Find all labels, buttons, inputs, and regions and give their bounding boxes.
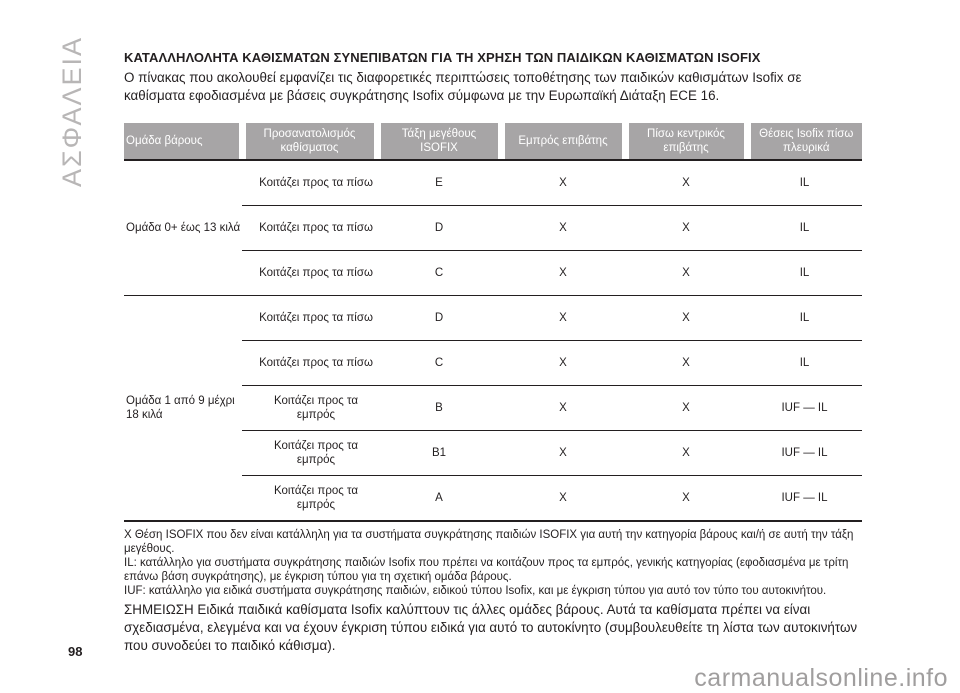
- orientation-cell: Κοιτάζει προς τα πίσω: [242, 296, 377, 341]
- size-class-cell: B: [377, 386, 501, 431]
- col-header-seat-orientation: Προσανατολισμός καθίσματος: [242, 123, 377, 159]
- orientation-cell: Κοιτάζει προς τα εμπρός: [242, 386, 377, 431]
- orientation-cell: Κοιτάζει προς τα εμπρός: [242, 431, 377, 476]
- orientation-cell: Κοιτάζει προς τα πίσω: [242, 251, 377, 296]
- rear-center-cell: X: [625, 341, 747, 386]
- orientation-cell: Κοιτάζει προς τα πίσω: [242, 161, 377, 206]
- legend-note-x: X Θέση ISOFIX που δεν είναι κατάλληλη για τα συστήματα συγκράτησης παιδιών ISOFIX για αυτή την κατηγορία βάρους και/ή σε αυτή την τάξη μεγέθους.: [124, 529, 854, 555]
- rear-side-cell: IL: [747, 206, 862, 251]
- rear-center-cell: X: [682, 492, 690, 504]
- legend-note-iuf: IUF: κατάλληλο για ειδικά συστήματα συγκράτησης παιδιών, ειδικού τύπου Isofix, και με έγκριση τύπου για αυτό τον τύπο του αυτοκινήτου.: [124, 585, 827, 597]
- rear-center-cell: X: [625, 161, 747, 206]
- col-header-rear-center-passenger: Πίσω κεντρικός επιβάτης: [625, 123, 747, 159]
- col-header-front-passenger: Εμπρός επιβάτης: [501, 123, 625, 159]
- size-class-cell: C: [377, 251, 501, 296]
- front-passenger-cell: X: [501, 386, 625, 431]
- front-passenger-cell: X: [501, 431, 625, 476]
- weight-group-label: Ομάδα 1 από 9 μέχρι 18 κιλά: [126, 395, 235, 421]
- orientation-cell: Κοιτάζει προς τα εμπρός: [273, 485, 359, 511]
- front-passenger-cell: X: [501, 206, 625, 251]
- front-passenger-cell: X: [559, 492, 567, 504]
- rear-side-cell: IUF — IL: [747, 386, 862, 431]
- page-content: [124, 50, 862, 655]
- rear-side-cell: IUF — IL: [781, 492, 828, 504]
- table-row: [124, 296, 862, 341]
- col-header-rear-side-isofix: Θέσεις Isofix πίσω πλευρικά: [747, 123, 862, 159]
- front-passenger-cell: X: [501, 296, 625, 341]
- col-header-isofix-size-class: Τάξη μεγέθους ISOFIX: [377, 123, 501, 159]
- weight-group-label: Ομάδα 0+ έως 13 κιλά: [124, 161, 242, 296]
- intro-paragraph: Ο πίνακας που ακολουθεί εμφανίζει τις διαφορετικές περιπτώσεις τοποθέτησης των παιδικών καθισμάτων Isofix σε καθίσματα εφοδιασμένα με βάσεις συγκράτησης Isofix σύμφωνα με την Ευρωπαϊκή Διάταξη ECE 16.: [124, 70, 802, 103]
- size-class-cell: D: [377, 206, 501, 251]
- watermark: carmanualsonline.info: [694, 664, 948, 692]
- section-side-label-text: ΑΣΦΑΛΕΙΑ: [57, 35, 88, 188]
- orientation-cell: Κοιτάζει προς τα πίσω: [242, 341, 377, 386]
- rear-side-cell: IUF — IL: [747, 431, 862, 476]
- rear-side-cell: IL: [747, 251, 862, 296]
- size-class-cell: C: [377, 341, 501, 386]
- front-passenger-cell: X: [501, 251, 625, 296]
- orientation-cell: Κοιτάζει προς τα πίσω: [242, 206, 377, 251]
- rear-side-cell: IL: [747, 296, 862, 341]
- size-class-cell: A: [435, 492, 443, 504]
- rear-center-cell: X: [625, 296, 747, 341]
- note-paragraph: ΣΗΜΕΙΩΣΗ Ειδικά παιδικά καθίσματα Isofix καλύπτουν τις άλλες ομάδες βάρους. Αυτά τα καθίσματα πρέπει να είναι σχεδιασμένα, ελεγμένα και να έχουν έγκριση τύπου ειδικά για αυτό το αυτοκίνητο (συμβουλευθείτε τη λίστα των αυτοκινήτων που συνοδεύει το παιδικό κάθισμα).: [124, 602, 858, 653]
- size-class-cell: E: [377, 161, 501, 206]
- front-passenger-cell: X: [501, 341, 625, 386]
- page-number: 98: [68, 644, 83, 659]
- rear-center-cell: X: [625, 206, 747, 251]
- table-legend: [124, 528, 862, 598]
- isofix-suitability-table: [124, 123, 862, 522]
- size-class-cell: D: [377, 296, 501, 341]
- section-side-label: [47, 35, 99, 188]
- col-header-weight-group: Ομάδα βάρους: [124, 123, 242, 159]
- front-passenger-cell: X: [501, 161, 625, 206]
- rear-center-cell: X: [625, 386, 747, 431]
- legend-note-il: IL: κατάλληλο για συστήματα συγκράτησης παιδιών Isofix που πρέπει να κοιτάζουν προς τα εμπρός, γενικής κατηγορίας (εφοδιασμένα με τρίτη επάνω βάση συγκράτησης), με έγκριση τύπου για τη σχετική ομάδα βάρους.: [124, 557, 849, 583]
- rear-side-cell: IL: [747, 341, 862, 386]
- rear-center-cell: X: [625, 431, 747, 476]
- table-header-row: [124, 123, 862, 159]
- table-row: [124, 161, 862, 206]
- size-class-cell: B1: [377, 431, 501, 476]
- rear-center-cell: X: [625, 251, 747, 296]
- rear-side-cell: IL: [747, 161, 862, 206]
- section-heading: ΚΑΤΑΛΛΗΛΟΛΗΤΑ ΚΑΘΙΣΜΑΤΩΝ ΣΥΝΕΠΙΒΑΤΩΝ ΓΙΑ ΤΗ ΧΡΗΣΗ ΤΩΝ ΠΑΙΔΙΚΩΝ ΚΑΘΙΣΜΑΤΩΝ ISOFIX: [124, 50, 761, 65]
